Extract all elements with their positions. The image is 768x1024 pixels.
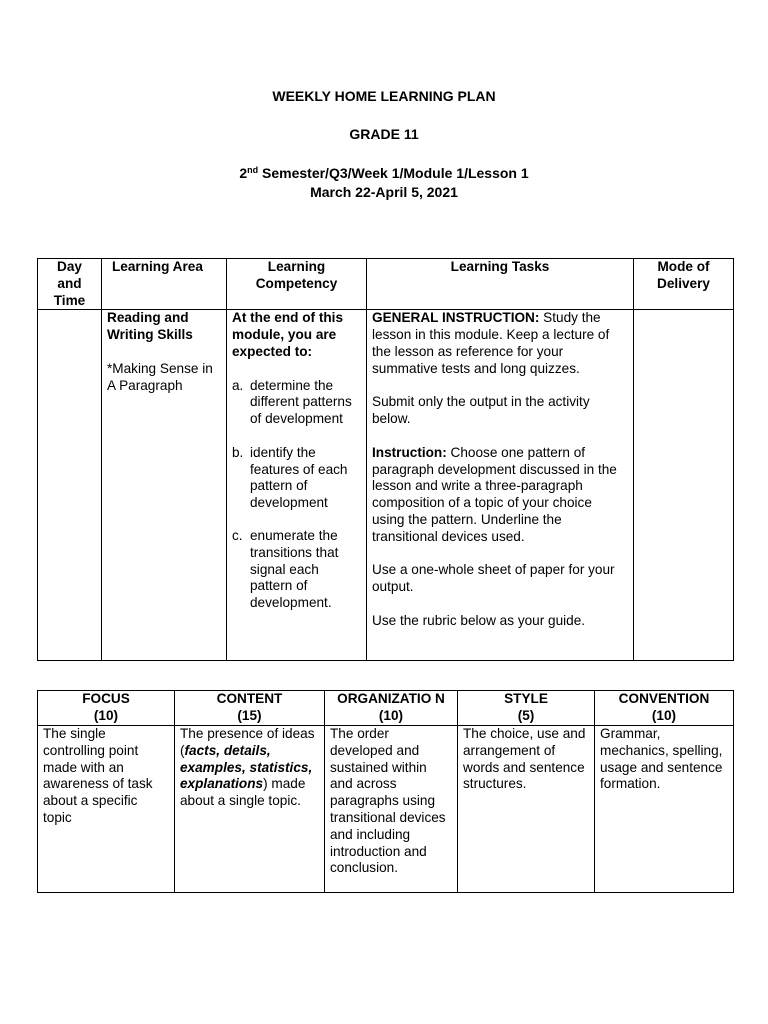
criterion-points: (10) <box>93 707 119 723</box>
general-instruction-label: GENERAL INSTRUCTION: <box>372 310 540 326</box>
general-instruction <box>372 310 628 377</box>
content-text-emphasis: facts, details, examples, statistics, explanations <box>180 742 313 792</box>
header-day-time <box>38 259 102 310</box>
plan-header-row <box>38 259 734 310</box>
criterion-points: (15) <box>237 707 262 723</box>
rubric-header-organization <box>325 691 458 726</box>
learning-area-cell <box>102 310 227 661</box>
rubric-header-convention <box>595 691 734 726</box>
rubric-header-content <box>175 691 325 726</box>
mode-of-delivery-cell <box>634 310 734 661</box>
header-learning-tasks: Learning Tasks <box>367 259 634 310</box>
competency-intro: At the end of this module, you are expected to: <box>232 310 344 359</box>
rubric-note: Use the rubric below as your guide. <box>372 612 586 628</box>
competency-item <box>232 445 361 512</box>
competency-marker: b. <box>232 444 244 460</box>
competency-text: determine the different patterns of development <box>250 377 352 427</box>
instruction-label: Instruction: <box>372 444 447 460</box>
semester-line <box>0 165 768 182</box>
competency-marker: c. <box>232 527 243 543</box>
header-day: Day <box>57 259 82 274</box>
rubric-header-style <box>458 691 595 726</box>
document-title: WEEKLY HOME LEARNING PLAN <box>272 88 496 104</box>
header-learning-area: Learning Area <box>102 259 227 310</box>
competency-item <box>232 528 361 612</box>
header-competency-line1: Learning <box>267 259 326 274</box>
day-time-cell <box>38 310 102 661</box>
header-learning-competency <box>227 259 367 310</box>
rubric-convention-cell: Grammar, mechanics, spelling, usage and sentence formation. <box>595 726 734 893</box>
criterion-name: CONVENTION <box>618 691 710 706</box>
competency-marker: a. <box>232 377 244 393</box>
content-text-start: The presence of ideas ( <box>180 726 315 758</box>
learning-tasks-cell <box>367 310 634 661</box>
rubric-focus-cell: The single controlling point made with an awareness of task about a specific topic <box>38 726 175 893</box>
instruction-text: Choose one pattern of paragraph development discussed in the lesson and write a three-paragraph composition of a topic of your choice using the pattern. Underline the transitional devices used. <box>372 444 617 544</box>
competency-text: enumerate the transitions that signal each pattern of development. <box>250 527 339 611</box>
plan-body-row <box>38 310 734 661</box>
grade-label: GRADE 11 <box>349 126 419 142</box>
rubric-style-cell: The choice, use and arrangement of words and sentence structures. <box>458 726 595 893</box>
criterion-name: STYLE <box>504 691 548 706</box>
criterion-name: FOCUS <box>82 691 130 706</box>
competency-text: identify the features of each pattern of development <box>250 444 348 511</box>
header-delivery-line2: Delivery <box>657 275 710 291</box>
submit-note: Submit only the output in the activity below. <box>372 394 590 427</box>
rubric-header-row <box>38 691 734 726</box>
semester-number: 2 <box>239 165 248 181</box>
criterion-name: ORGANIZATIO N <box>337 691 445 706</box>
semester-ordinal: nd <box>247 165 259 175</box>
rubric-organization-cell: The order developed and sustained within and across paragraphs using transitional devices and including introduction and conclusion. <box>325 726 458 893</box>
header-delivery-line1: Mode of <box>657 259 710 274</box>
rubric-table <box>37 690 734 893</box>
criterion-points: (10) <box>378 707 404 723</box>
header-mode-of-delivery <box>634 259 734 310</box>
rubric-header-focus <box>38 691 175 726</box>
semester-details: Semester/Q3/Week 1/Module 1/Lesson 1 <box>258 165 529 181</box>
activity-instruction <box>372 445 628 546</box>
competency-cell <box>227 310 367 661</box>
competency-item <box>232 378 361 428</box>
header-competency-line2: Competency <box>255 275 338 291</box>
learning-plan-table <box>37 258 734 661</box>
rubric-body-row <box>38 726 734 893</box>
criterion-points: (10) <box>651 707 677 723</box>
paper-note: Use a one-whole sheet of paper for your output. <box>372 562 615 595</box>
general-instruction-text: Study the lesson in this module. Keep a lecture of the lesson as reference for your summative tests and long quizzes. <box>372 310 610 376</box>
rubric-content-cell <box>175 726 325 893</box>
subject-name: Reading and Writing Skills <box>107 310 193 343</box>
content-text-end: ) made about a single topic. <box>180 776 306 809</box>
criterion-points: (5) <box>517 707 535 723</box>
header-time: Time <box>53 292 86 308</box>
date-range: March 22-April 5, 2021 <box>310 184 458 200</box>
header-and: and <box>57 275 82 291</box>
criterion-name: CONTENT <box>216 691 283 706</box>
lesson-topic: *Making Sense in A Paragraph <box>107 360 213 393</box>
